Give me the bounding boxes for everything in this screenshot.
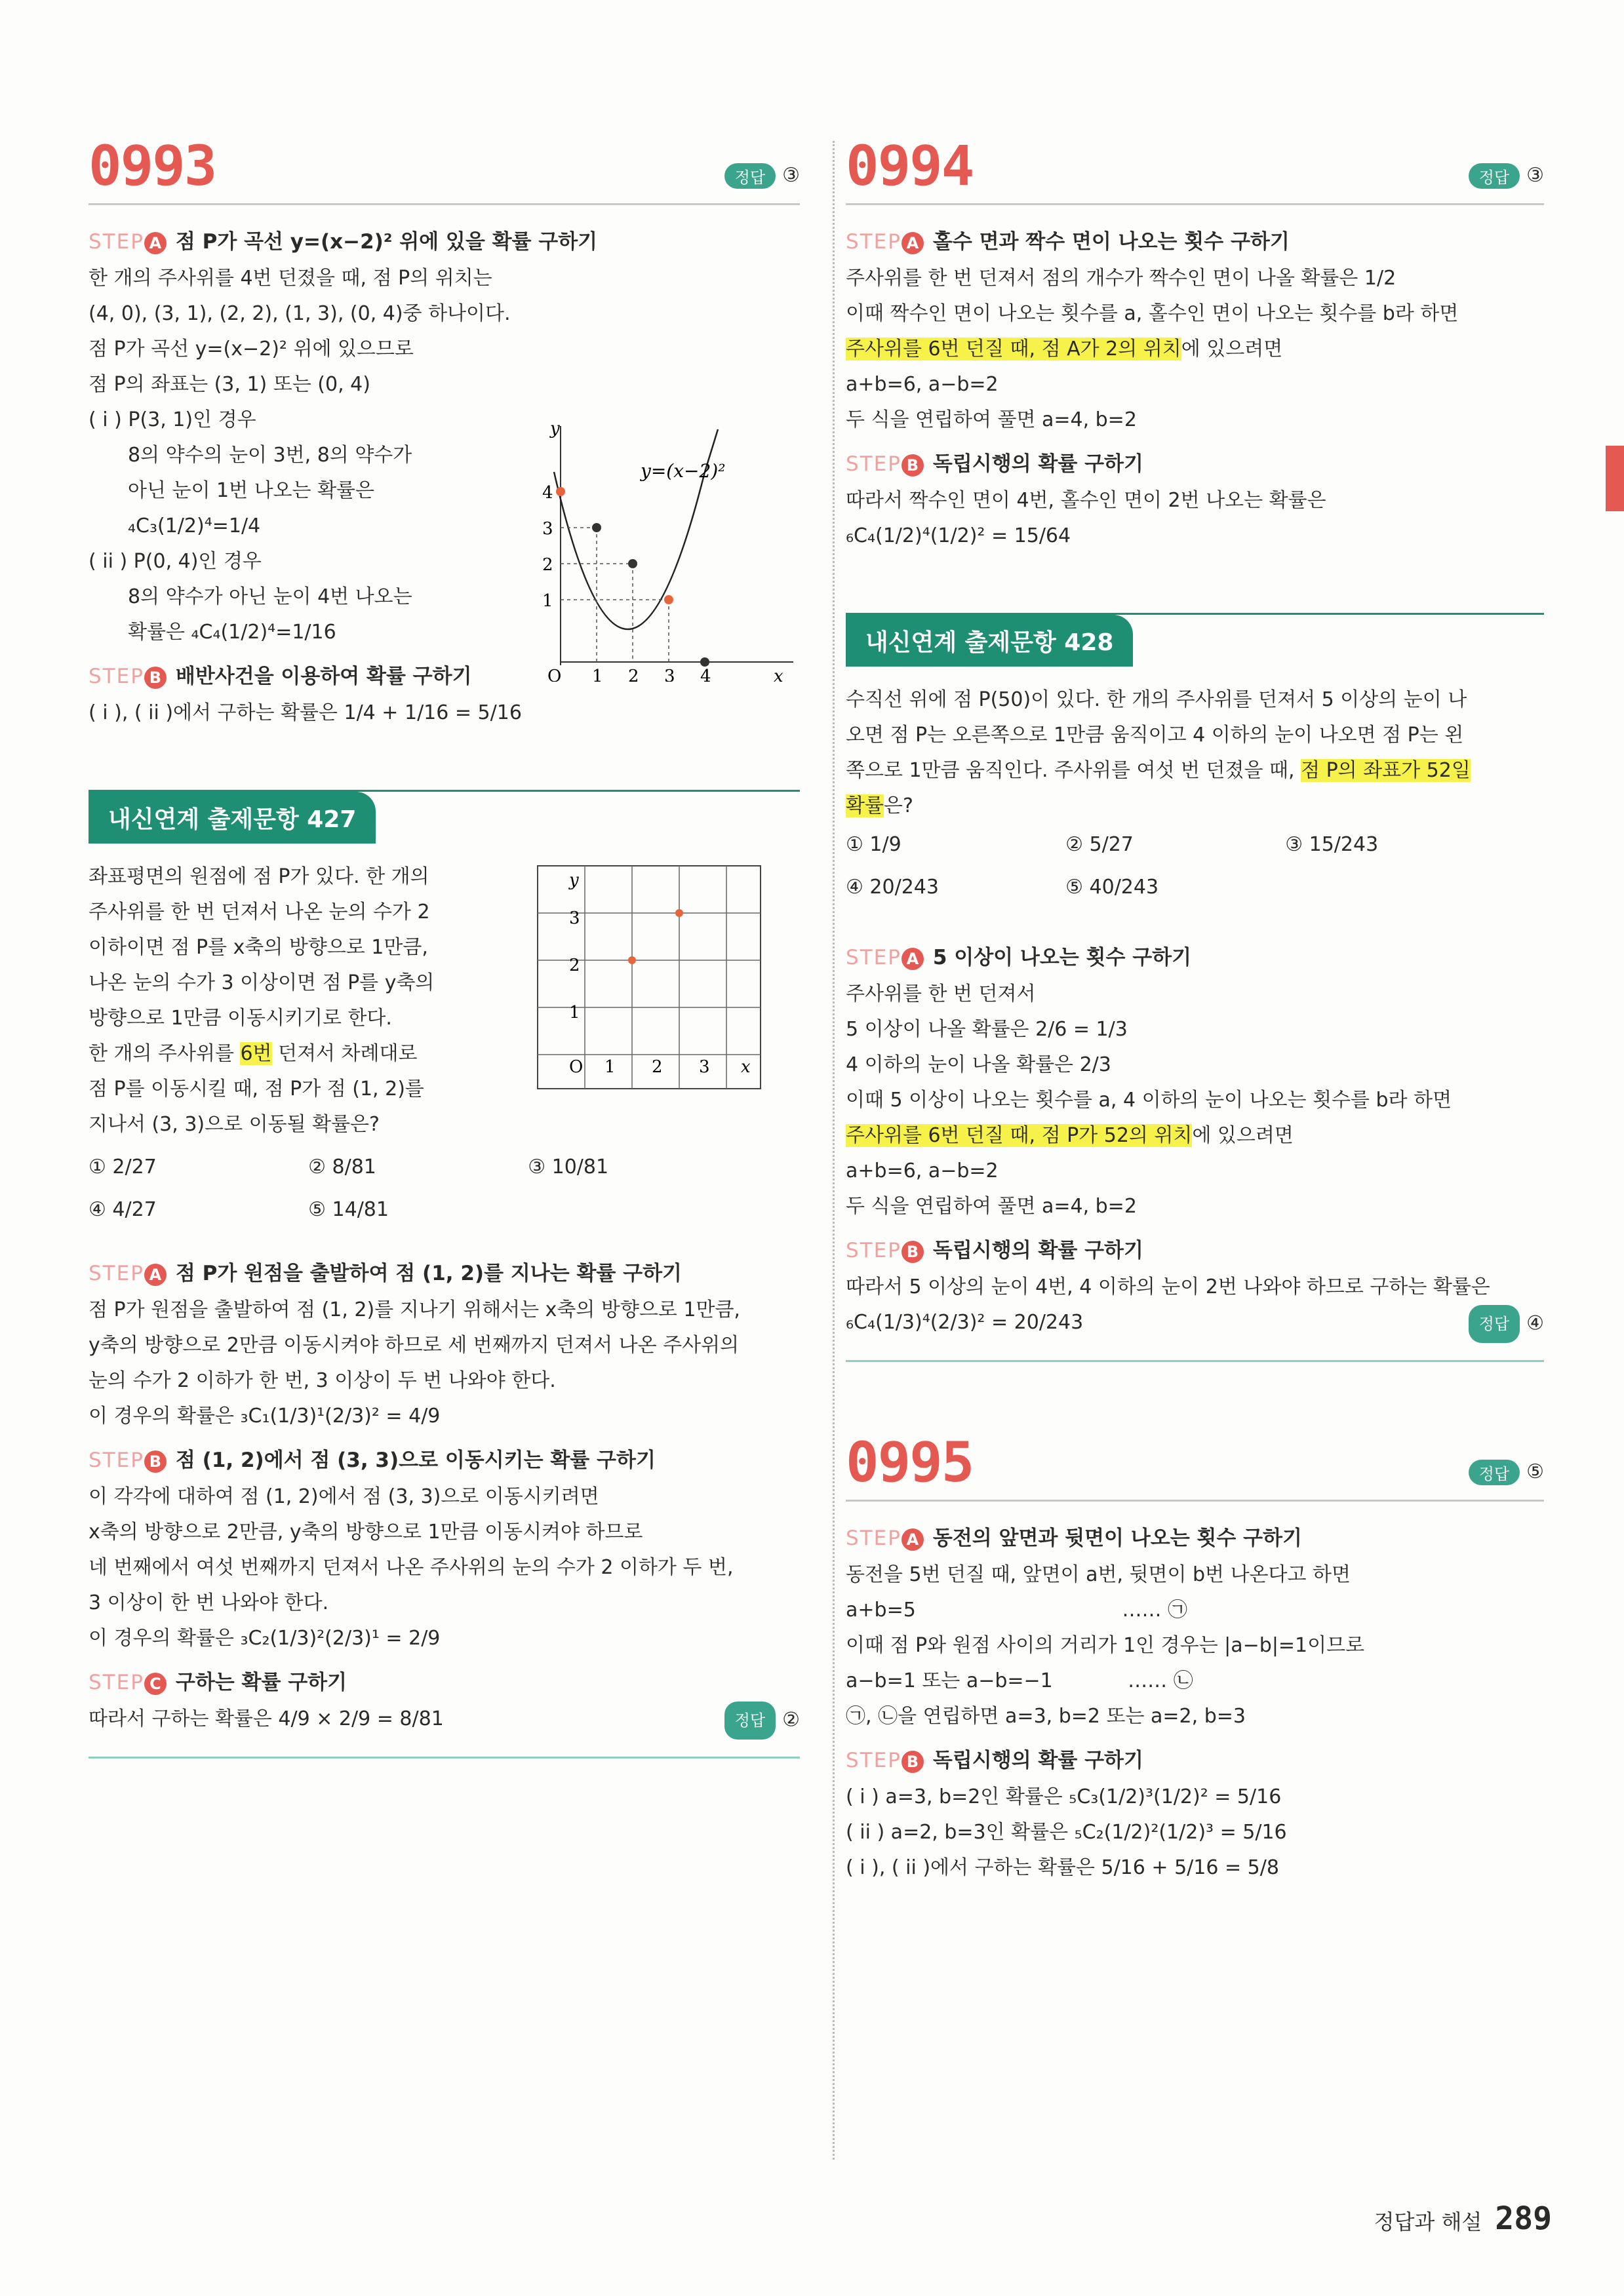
q995-line: ( ii ) a=2, b=3인 확률은 ₅C₂(1/2)²(1/2)³ = 5/16	[846, 1821, 1287, 1844]
n427-problem	[89, 859, 800, 1142]
n427-line: 점 P를 이동시킬 때, 점 P가 점 (1, 2)를	[89, 1078, 424, 1100]
highlight: 주사위를 6번 던질 때, 점 A가 2의 위치	[846, 338, 1181, 360]
n427-stepB-line: x축의 방향으로 2만큼, y축의 방향으로 1만큼 이동시켜야 하므로	[89, 1521, 643, 1544]
svg-text:3: 3	[569, 908, 580, 928]
svg-text:x: x	[741, 1057, 751, 1077]
n427-line: 지나서 (3, 3)으로 이동될 확률은?	[89, 1113, 380, 1136]
curve-label: y=(x−2)²	[641, 460, 726, 482]
n427-stepB-line: 이 경우의 확률은 ₃C₂(1/3)²(2/3)¹ = 2/9	[89, 1627, 441, 1650]
step-title: 배반사건을 이용하여 확률 구하기	[175, 665, 472, 688]
step-label: STEP	[89, 665, 144, 688]
step-title: 점 P가 곡선 y=(x−2)² 위에 있을 확률 구하기	[175, 230, 598, 254]
svg-text:y: y	[550, 419, 560, 438]
svg-text:4: 4	[542, 483, 553, 503]
n428-choices	[846, 833, 1544, 899]
n427-line: 방향으로 1만큼 이동시키기로 한다.	[89, 1007, 392, 1030]
q995-line: ( i ), ( ii )에서 구하는 확률은 5/16 + 5/16 = 5/8	[846, 1856, 1279, 1879]
choice-3[interactable]: ③ 15/243	[1285, 833, 1379, 856]
n427-stepA	[89, 1256, 800, 1286]
answer-badge: 정답	[724, 163, 776, 189]
text: 따라서 구하는 확률은 4/9 × 2/9 = 8/81	[89, 1707, 444, 1730]
n427-line: 좌표평면의 원점에 점 P가 있다. 한 개의	[89, 865, 429, 888]
text: 쪽으로 1만큼 움직인다. 주사위를 여섯 번 던졌을 때,	[846, 759, 1301, 782]
chapter-tab	[1606, 446, 1624, 511]
n427-stepC	[89, 1665, 800, 1695]
n428-line	[846, 788, 1544, 824]
page-footer	[1374, 2200, 1552, 2237]
grid-frame	[538, 866, 761, 1089]
n428-line: 오면 점 P는 오른쪽으로 1만큼 움직이고 4 이하의 눈이 나오면 점 P는 왼	[846, 724, 1464, 747]
q993-stepB-line: ( i ), ( ii )에서 구하는 확률은 1/4 + 1/16 = 5/16	[89, 701, 522, 724]
q995-stepA	[846, 1521, 1544, 1551]
n428-stepA-line: 주사위를 한 번 던져서	[846, 983, 1036, 1005]
n428-stepA-line: 5 이상이 나올 확률은 2/6 = 1/3	[846, 1018, 1128, 1041]
q993-line: 점 P의 좌표는 (3, 1) 또는 (0, 4)	[89, 373, 370, 396]
step-title: 동전의 앞면과 뒷면이 나오는 횟수 구하기	[932, 1527, 1302, 1550]
step-title: 구하는 확률 구하기	[175, 1671, 347, 1694]
text: 에 있으려면	[1192, 1124, 1294, 1147]
q993-line: 8의 약수의 눈이 3번, 8의 약수가	[128, 444, 412, 467]
parabola-graph	[541, 419, 797, 682]
q995-number: 0995	[846, 1430, 974, 1494]
highlight: 확률	[846, 794, 884, 817]
q994-line: 이때 짝수인 면이 나오는 횟수를 a, 홀수인 면이 나오는 횟수를 b라 하면	[846, 302, 1459, 325]
q993-line: ₄C₃(1/2)⁴=1/4	[128, 515, 261, 537]
q994-line	[846, 332, 1544, 367]
text: 한 개의 주사위를	[89, 1042, 241, 1065]
choice-5[interactable]: ⑤ 14/81	[308, 1198, 389, 1221]
svg-text:3: 3	[542, 519, 553, 539]
q994-stepA	[846, 225, 1544, 254]
grid-lines	[538, 866, 761, 1089]
n427-box	[89, 790, 800, 859]
n427-stepA-line: 눈의 수가 2 이하가 한 번, 3 이상이 두 번 나와야 한다.	[89, 1369, 556, 1392]
text: 은?	[883, 794, 913, 817]
n427-choices	[89, 1156, 800, 1221]
q993-line: 8의 약수가 아닌 눈이 4번 나오는	[128, 585, 412, 608]
answer-value: ②	[782, 1708, 800, 1732]
n427-stepA-line: 점 P가 원점을 출발하여 점 (1, 2)를 지나기 위해서는 x축의 방향으로 1만큼,	[89, 1298, 740, 1321]
right-column	[846, 131, 1544, 1886]
text: 에 있으려면	[1181, 338, 1283, 360]
n427-stepA-line: y축의 방향으로 2만큼 이동시켜야 하므로 세 번째까지 던져서 나온 주사위의	[89, 1334, 740, 1357]
text: 던져서 차례대로	[271, 1042, 418, 1065]
n427-line: 나온 눈의 수가 3 이상이면 점 P를 y축의	[89, 971, 435, 994]
step-mark: A	[901, 948, 924, 970]
svg-text:x: x	[774, 667, 783, 682]
step-mark: B	[901, 454, 924, 477]
q994-line: a+b=6, a−b=2	[846, 373, 999, 396]
point-2-2	[628, 559, 637, 568]
point-1-3	[592, 523, 601, 532]
q994-stepB	[846, 447, 1544, 477]
divider	[89, 1757, 800, 1759]
footer-label: 정답과 해설	[1374, 2209, 1482, 2234]
n427-stepB-line: 3 이상이 한 번 나와야 한다.	[89, 1591, 329, 1614]
guide-lines	[561, 528, 669, 662]
answer-value: ④	[1526, 1312, 1544, 1335]
n428-stepA-line: 이때 5 이상이 나오는 횟수를 a, 4 이하의 눈이 나오는 횟수를 b라 하면	[846, 1089, 1452, 1112]
n428-stepA-line: 두 식을 연립하여 풀면 a=4, b=2	[846, 1195, 1137, 1218]
left-column	[89, 131, 800, 1778]
q995-line: a+b=5 …… ㉠	[846, 1599, 1188, 1622]
step-label: STEP	[846, 452, 901, 476]
q993-stepA	[89, 225, 800, 254]
step-label: STEP	[846, 1239, 901, 1262]
n427-line: 이하이면 점 P를 x축의 방향으로 1만큼,	[89, 936, 428, 959]
step-mark: A	[144, 1264, 167, 1286]
n427-tag: 내신연계 출제문항 427	[89, 792, 376, 844]
n427-stepC-line	[89, 1702, 800, 1737]
q993-number: 0993	[89, 134, 216, 198]
grid-tick-labels	[568, 870, 751, 1077]
column-divider	[833, 141, 835, 2160]
answer-badge: 정답	[1469, 1305, 1520, 1343]
answer-badge: 정답	[1469, 163, 1520, 189]
svg-text:y: y	[569, 870, 579, 890]
step-label: STEP	[89, 1671, 144, 1694]
n427-line: 주사위를 한 번 던져서 나온 눈의 수가 2	[89, 901, 430, 924]
n428-stepA	[846, 941, 1544, 970]
point-3-3	[675, 909, 683, 917]
q993-line: 한 개의 주사위를 4번 던졌을 때, 점 P의 위치는	[89, 267, 492, 290]
q993-line: 확률은 ₄C₄(1/2)⁴=1/16	[128, 621, 336, 644]
step-mark: A	[901, 232, 924, 254]
q994-answer	[1469, 163, 1544, 189]
q995-stepB	[846, 1743, 1544, 1773]
q994-line: 두 식을 연립하여 풀면 a=4, b=2	[846, 408, 1137, 431]
divider	[846, 1360, 1544, 1362]
q994-line: 주사위를 한 번 던져서 점의 개수가 짝수인 면이 나올 확률은 1/2	[846, 267, 1396, 290]
step-title: 홀수 면과 짝수 면이 나오는 횟수 구하기	[932, 230, 1290, 254]
step-label: STEP	[89, 1262, 144, 1285]
answer-value: ③	[1526, 164, 1544, 187]
svg-text:2: 2	[569, 956, 580, 975]
point-3-1	[664, 595, 673, 604]
svg-text:2: 2	[652, 1057, 663, 1077]
q995-line: ㉠, ㉡을 연립하면 a=3, b=2 또는 a=2, b=3	[846, 1705, 1246, 1728]
n427-stepB	[89, 1443, 800, 1473]
svg-text:3: 3	[699, 1057, 710, 1077]
choice-2[interactable]: ② 5/27	[1065, 833, 1134, 856]
q993-answer	[724, 163, 800, 189]
step-mark: C	[144, 1673, 167, 1695]
step-mark: B	[901, 1751, 924, 1773]
step-mark: A	[901, 1528, 924, 1551]
step-mark: B	[901, 1241, 924, 1263]
n428-stepA-line: 4 이하의 눈이 나올 확률은 2/3	[846, 1053, 1111, 1076]
step-label: STEP	[846, 946, 901, 969]
step-mark: B	[144, 667, 167, 689]
step-label: STEP	[89, 1449, 144, 1472]
svg-text:3: 3	[664, 667, 675, 682]
tick-labels	[542, 419, 783, 682]
step-title: 점 P가 원점을 출발하여 점 (1, 2)를 지나는 확률 구하기	[175, 1262, 682, 1285]
choice-2[interactable]: ② 8/81	[308, 1156, 376, 1178]
q993-line: 점 P가 곡선 y=(x−2)² 위에 있으므로	[89, 338, 414, 360]
svg-text:2: 2	[542, 555, 553, 575]
step-label: STEP	[89, 230, 144, 254]
n427-answer	[724, 1702, 800, 1740]
n428-stepB-line	[846, 1305, 1544, 1340]
q994-header	[846, 131, 1544, 205]
answer-value: ⑤	[1526, 1460, 1544, 1483]
q995-answer	[1469, 1460, 1544, 1485]
choice-1[interactable]: ① 2/27	[89, 1156, 157, 1178]
n428-box	[846, 613, 1544, 682]
n428-line: 수직선 위에 점 P(50)이 있다. 한 개의 주사위를 던져서 5 이상의 눈이 나	[846, 688, 1467, 711]
q993-answer-value: ③	[782, 164, 800, 187]
page-number: 289	[1495, 2200, 1552, 2237]
n427-stepA-line: 이 경우의 확률은 ₃C₁(1/3)¹(2/3)² = 4/9	[89, 1405, 441, 1428]
highlight: 6번	[240, 1042, 272, 1065]
n427-stepB-line: 이 각각에 대하여 점 (1, 2)에서 점 (3, 3)으로 이동시키려면	[89, 1485, 599, 1508]
answer-badge: 정답	[724, 1702, 776, 1740]
q995-line: 이때 점 P와 원점 사이의 거리가 1인 경우는 |a−b|=1이므로	[846, 1634, 1365, 1657]
n428-stepB-line: 따라서 5 이상의 눈이 4번, 4 이하의 눈이 2번 나와야 하므로 구하는 확률은	[846, 1275, 1490, 1298]
q994-line: ₆C₄(1/2)⁴(1/2)² = 15/64	[846, 524, 1071, 547]
svg-text:2: 2	[628, 667, 639, 682]
svg-text:1: 1	[592, 667, 603, 682]
svg-text:O: O	[569, 1057, 584, 1077]
step-mark: B	[144, 1450, 167, 1473]
q993-line: (4, 0), (3, 1), (2, 2), (1, 3), (0, 4)중 하나이다.	[89, 302, 511, 325]
answer-badge: 정답	[1469, 1460, 1520, 1485]
n428-stepA-line: a+b=6, a−b=2	[846, 1159, 999, 1182]
svg-text:1: 1	[542, 591, 553, 611]
n428-tag: 내신연계 출제문항 428	[846, 615, 1133, 667]
step-title: 독립시행의 확률 구하기	[932, 1239, 1143, 1262]
step-title: 독립시행의 확률 구하기	[932, 452, 1143, 476]
step-title: 독립시행의 확률 구하기	[932, 1749, 1143, 1772]
q995-line: ( i ) a=3, b=2인 확률은 ₅C₃(1/2)³(1/2)² = 5/16	[846, 1785, 1282, 1808]
grid-graph	[531, 859, 767, 1095]
n428-stepB	[846, 1234, 1544, 1263]
q995-line: 동전을 5번 던질 때, 앞면이 a번, 뒷면이 b번 나온다고 하면	[846, 1563, 1351, 1586]
q994-number: 0994	[846, 134, 974, 198]
q995-line: a−b=1 또는 a−b=−1 …… ㉡	[846, 1669, 1193, 1692]
q993-line: ( i ) P(3, 1)인 경우	[89, 408, 256, 431]
q995-header	[846, 1428, 1544, 1502]
svg-text:1: 1	[569, 1003, 580, 1022]
step-mark: A	[144, 232, 167, 254]
step-title: 5 이상이 나오는 횟수 구하기	[932, 946, 1192, 969]
q993-line: 아닌 눈이 1번 나오는 확률은	[128, 479, 375, 502]
n427-stepB-line: 네 번째에서 여섯 번째까지 던져서 나온 주사위의 눈의 수가 2 이하가 두 번,	[89, 1556, 734, 1579]
text: ₆C₄(1/3)⁴(2/3)² = 20/243	[846, 1311, 1084, 1334]
point-4-0	[700, 657, 709, 667]
point-0-4	[556, 487, 565, 496]
q994-line: 따라서 짝수인 면이 4번, 홀수인 면이 2번 나오는 확률은	[846, 489, 1326, 512]
step-label: STEP	[846, 1527, 901, 1550]
n428-line	[846, 753, 1544, 788]
svg-text:4: 4	[700, 667, 711, 682]
choice-3[interactable]: ③ 10/81	[528, 1156, 609, 1178]
step-label: STEP	[846, 230, 901, 254]
choice-1[interactable]: ① 1/9	[846, 833, 901, 856]
point-1-2	[628, 956, 636, 964]
svg-text:1: 1	[604, 1057, 616, 1077]
q993-line: ( ii ) P(0, 4)인 경우	[89, 550, 262, 573]
n428-answer	[1469, 1305, 1544, 1343]
highlight: 주사위를 6번 던질 때, 점 P가 52의 위치	[846, 1124, 1193, 1147]
q993-header	[89, 131, 800, 205]
step-title: 점 (1, 2)에서 점 (3, 3)으로 이동시키는 확률 구하기	[175, 1449, 656, 1472]
highlight: 점 P의 좌표가 52일	[1301, 759, 1471, 782]
choice-5[interactable]: ⑤ 40/243	[1065, 876, 1159, 899]
svg-text:O: O	[547, 667, 562, 682]
step-label: STEP	[846, 1749, 901, 1772]
choice-4[interactable]: ④ 20/243	[846, 876, 939, 899]
choice-4[interactable]: ④ 4/27	[89, 1198, 157, 1221]
n428-stepA-line	[846, 1118, 1544, 1154]
